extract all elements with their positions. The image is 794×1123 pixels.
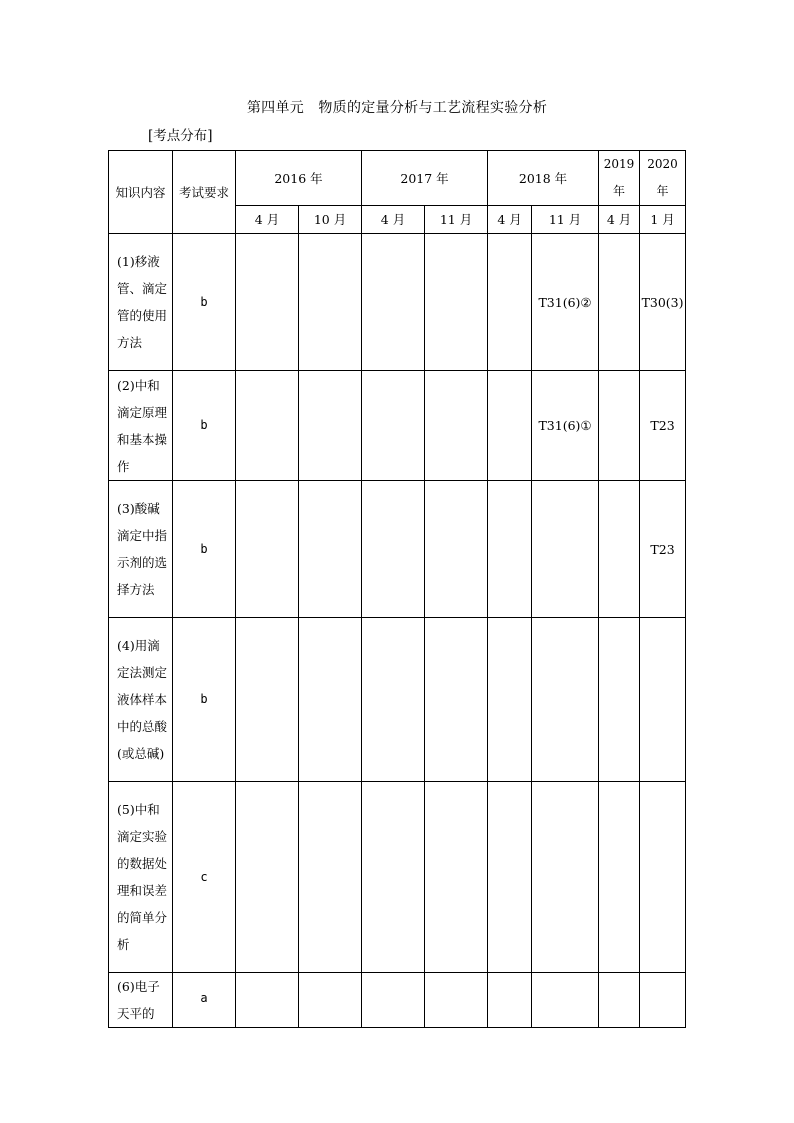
data-cell	[488, 234, 532, 371]
data-cell	[488, 481, 532, 618]
requirement-cell: b	[173, 618, 236, 782]
data-cell	[599, 481, 640, 618]
data-cell	[425, 481, 488, 618]
data-cell	[425, 371, 488, 481]
header-year-2019: 2019 年	[599, 151, 640, 206]
header-month: 4 月	[236, 206, 299, 234]
data-cell	[488, 371, 532, 481]
data-cell	[425, 973, 488, 1028]
requirement-cell: b	[173, 234, 236, 371]
requirement-cell: b	[173, 481, 236, 618]
data-cell	[236, 618, 299, 782]
data-cell	[532, 782, 599, 973]
data-cell	[362, 973, 425, 1028]
data-cell	[299, 481, 362, 618]
header-year-2016: 2016 年	[236, 151, 362, 206]
header-year-2020: 2020 年	[640, 151, 686, 206]
data-cell	[488, 973, 532, 1028]
data-cell	[599, 618, 640, 782]
document-title: 第四单元 物质的定量分析与工艺流程实验分析	[246, 100, 548, 116]
data-cell: T31(6)①	[532, 371, 599, 481]
header-month: 4 月	[599, 206, 640, 234]
data-cell	[640, 973, 686, 1028]
data-cell	[236, 481, 299, 618]
header-month: 4 月	[362, 206, 425, 234]
data-cell	[299, 234, 362, 371]
header-year-2017: 2017 年	[362, 151, 488, 206]
topic-cell: (6)电子天平的	[109, 973, 173, 1028]
data-cell	[532, 618, 599, 782]
table-row	[109, 371, 686, 481]
data-cell	[488, 618, 532, 782]
data-cell	[236, 234, 299, 371]
header-month: 11 月	[425, 206, 488, 234]
header-knowledge: 知识内容	[109, 151, 173, 234]
topic-cell: (4)用滴定法测定液体样本中的总酸(或总碱)	[109, 618, 173, 782]
data-cell	[599, 234, 640, 371]
data-cell	[236, 371, 299, 481]
exam-distribution-table	[108, 150, 686, 1028]
topic-cell: (1)移液管、滴定管的使用方法	[109, 234, 173, 371]
table-row	[109, 618, 686, 782]
data-cell	[532, 973, 599, 1028]
data-cell	[362, 371, 425, 481]
data-cell: T23	[640, 371, 686, 481]
table-row	[109, 782, 686, 973]
header-year-2018: 2018 年	[488, 151, 599, 206]
requirement-cell: b	[173, 371, 236, 481]
data-cell	[425, 234, 488, 371]
data-cell: T31(6)②	[532, 234, 599, 371]
section-label: [考点分布]	[148, 128, 213, 144]
data-cell	[425, 782, 488, 973]
header-month: 10 月	[299, 206, 362, 234]
data-cell	[640, 782, 686, 973]
data-cell	[425, 618, 488, 782]
header-requirement: 考试要求	[173, 151, 236, 234]
header-month: 4 月	[488, 206, 532, 234]
data-cell	[599, 371, 640, 481]
data-cell	[299, 973, 362, 1028]
header-month: 11 月	[532, 206, 599, 234]
data-cell	[362, 234, 425, 371]
data-cell	[532, 481, 599, 618]
data-cell	[236, 782, 299, 973]
data-cell	[640, 618, 686, 782]
data-cell: T23	[640, 481, 686, 618]
topic-cell: (5)中和滴定实验的数据处理和误差的简单分析	[109, 782, 173, 973]
data-cell	[599, 973, 640, 1028]
data-cell	[362, 618, 425, 782]
table-row	[109, 481, 686, 618]
data-cell: T30(3)	[640, 234, 686, 371]
requirement-cell: a	[173, 973, 236, 1028]
data-cell	[362, 782, 425, 973]
data-cell	[599, 782, 640, 973]
data-cell	[299, 782, 362, 973]
topic-cell: (3)酸碱滴定中指示剂的选择方法	[109, 481, 173, 618]
data-cell	[299, 371, 362, 481]
data-cell	[362, 481, 425, 618]
header-month: 1 月	[640, 206, 686, 234]
data-cell	[488, 782, 532, 973]
topic-cell: (2)中和滴定原理和基本操作	[109, 371, 173, 481]
table-row	[109, 234, 686, 371]
header-row-years	[109, 151, 686, 206]
table-row	[109, 973, 686, 1028]
requirement-cell: c	[173, 782, 236, 973]
data-cell	[299, 618, 362, 782]
data-cell	[236, 973, 299, 1028]
